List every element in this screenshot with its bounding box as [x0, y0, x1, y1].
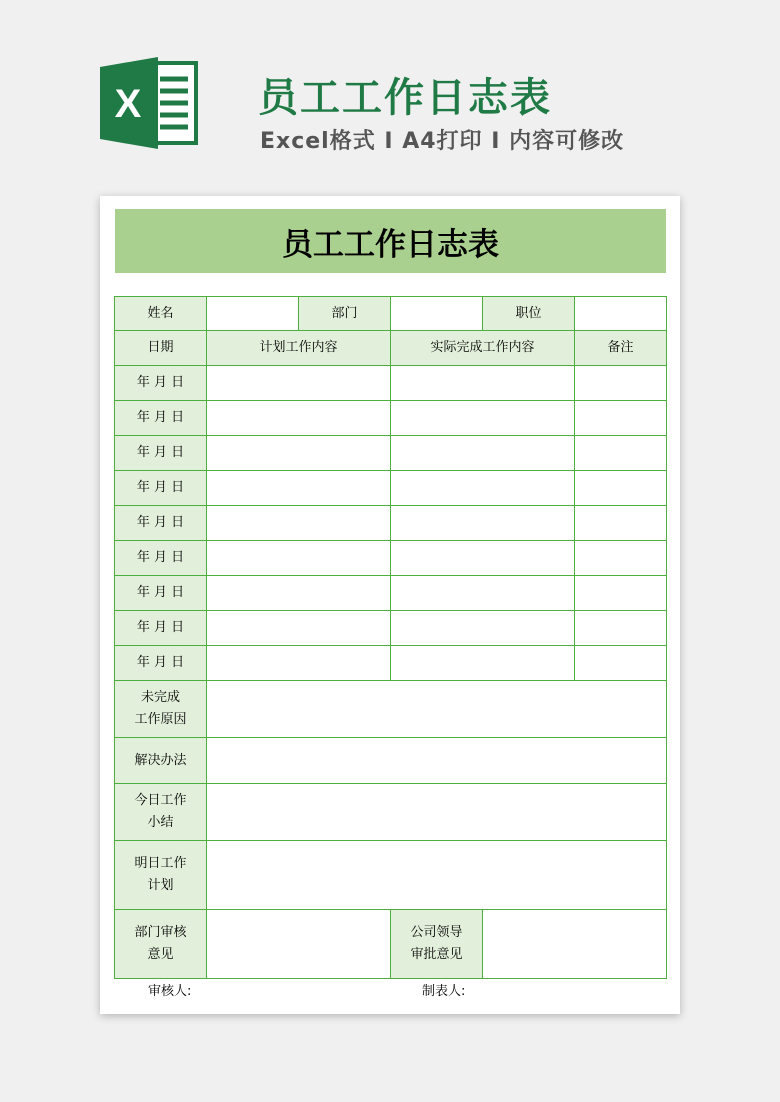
actual-cell[interactable]	[391, 611, 575, 646]
unfinished-reason-row	[115, 681, 667, 738]
position-cell[interactable]	[575, 297, 667, 331]
actual-cell[interactable]	[391, 541, 575, 576]
actual-cell[interactable]	[391, 401, 575, 436]
reviewer-label: 审核人:	[148, 984, 192, 999]
solution-cell[interactable]	[207, 738, 667, 784]
table-row	[115, 541, 667, 576]
leader-approval-label	[391, 910, 483, 979]
dept-review-label-line2: 意见	[147, 947, 174, 962]
table-row	[115, 366, 667, 401]
position-label: 职位	[483, 297, 575, 331]
preparer-label: 制表人:	[422, 984, 466, 999]
actual-cell[interactable]	[391, 576, 575, 611]
table-row	[115, 506, 667, 541]
approval-row	[115, 910, 667, 979]
date-cell: 年 月 日	[115, 646, 207, 681]
table-row	[115, 576, 667, 611]
tomorrow-plan-label-line1: 明日工作	[134, 856, 187, 871]
note-header: 备注	[575, 331, 667, 366]
date-header: 日期	[115, 331, 207, 366]
unfinished-reason-label-line1: 未完成	[140, 690, 180, 705]
dept-cell[interactable]	[391, 297, 483, 331]
table-row	[115, 611, 667, 646]
table-row	[115, 401, 667, 436]
tomorrow-plan-row	[115, 841, 667, 910]
date-cell: 年 月 日	[115, 541, 207, 576]
table-row	[115, 471, 667, 506]
sheet-title: 员工工作日志表	[115, 209, 666, 273]
actual-cell[interactable]	[391, 506, 575, 541]
date-cell: 年 月 日	[115, 576, 207, 611]
excel-icon	[100, 57, 200, 149]
table-row	[115, 646, 667, 681]
plan-cell[interactable]	[207, 611, 391, 646]
leader-approval-label-line2: 审批意见	[410, 947, 463, 962]
date-cell: 年 月 日	[115, 401, 207, 436]
date-cell: 年 月 日	[115, 506, 207, 541]
column-header-row	[115, 331, 667, 366]
plan-header: 计划工作内容	[207, 331, 391, 366]
actual-cell[interactable]	[391, 366, 575, 401]
name-label: 姓名	[115, 297, 207, 331]
tomorrow-plan-label	[115, 841, 207, 910]
solution-row	[115, 738, 667, 784]
table-row	[115, 436, 667, 471]
sheet-footer	[100, 980, 680, 1000]
note-cell[interactable]	[575, 436, 667, 471]
unfinished-reason-label-line2: 工作原因	[134, 712, 187, 727]
plan-cell[interactable]	[207, 366, 391, 401]
note-cell[interactable]	[575, 576, 667, 611]
today-summary-cell[interactable]	[207, 784, 667, 841]
actual-cell[interactable]	[391, 646, 575, 681]
dept-label: 部门	[299, 297, 391, 331]
plan-cell[interactable]	[207, 541, 391, 576]
dept-review-label	[115, 910, 207, 979]
date-cell: 年 月 日	[115, 436, 207, 471]
note-cell[interactable]	[575, 471, 667, 506]
date-cell: 年 月 日	[115, 611, 207, 646]
plan-cell[interactable]	[207, 506, 391, 541]
info-row	[115, 297, 667, 331]
worklog-table	[114, 296, 667, 979]
unfinished-reason-label	[115, 681, 207, 738]
leader-approval-label-line1: 公司领导	[410, 925, 463, 940]
leader-approval-cell[interactable]	[483, 910, 667, 979]
header	[0, 0, 780, 190]
actual-header: 实际完成工作内容	[391, 331, 575, 366]
date-cell: 年 月 日	[115, 471, 207, 506]
app-title: 员工工作日志表	[258, 75, 552, 121]
actual-cell[interactable]	[391, 471, 575, 506]
unfinished-reason-cell[interactable]	[207, 681, 667, 738]
note-cell[interactable]	[575, 366, 667, 401]
worklog-sheet	[100, 196, 680, 1014]
plan-cell[interactable]	[207, 401, 391, 436]
today-summary-row	[115, 784, 667, 841]
plan-cell[interactable]	[207, 471, 391, 506]
date-cell: 年 月 日	[115, 366, 207, 401]
svg-text:X: X	[114, 82, 142, 126]
tomorrow-plan-cell[interactable]	[207, 841, 667, 910]
note-cell[interactable]	[575, 401, 667, 436]
today-summary-label-line2: 小结	[147, 815, 174, 830]
dept-review-cell[interactable]	[207, 910, 391, 979]
plan-cell[interactable]	[207, 646, 391, 681]
today-summary-label-line1: 今日工作	[134, 793, 187, 808]
dept-review-label-line1: 部门审核	[134, 925, 187, 940]
note-cell[interactable]	[575, 541, 667, 576]
name-cell[interactable]	[207, 297, 299, 331]
tomorrow-plan-label-line2: 计划	[147, 878, 174, 893]
note-cell[interactable]	[575, 506, 667, 541]
note-cell[interactable]	[575, 646, 667, 681]
plan-cell[interactable]	[207, 576, 391, 611]
today-summary-label	[115, 784, 207, 841]
plan-cell[interactable]	[207, 436, 391, 471]
actual-cell[interactable]	[391, 436, 575, 471]
app-subtitle: Excel格式 I A4打印 I 内容可修改	[260, 129, 625, 154]
note-cell[interactable]	[575, 611, 667, 646]
solution-label: 解决办法	[115, 738, 207, 784]
